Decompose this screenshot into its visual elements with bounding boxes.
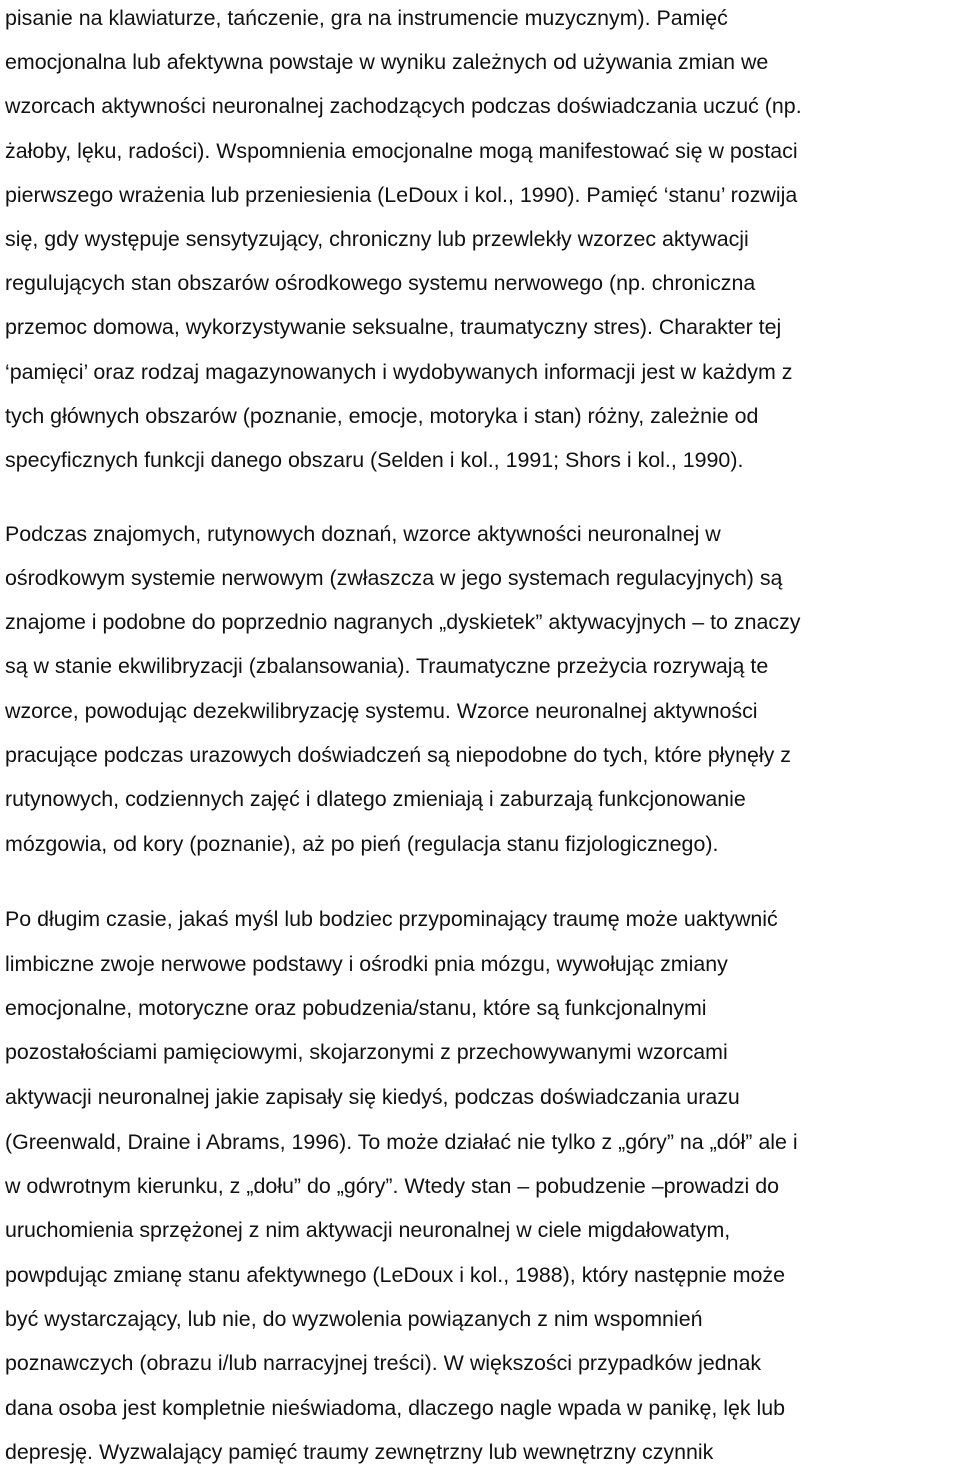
text-line: Podczas znajomych, rutynowych doznań, wzorce aktywności neuronalnej w xyxy=(5,522,721,546)
text-line: znajome i podobne do poprzednio nagranych „dyskietek” aktywacyjnych – to znaczy xyxy=(5,610,801,634)
text-line: pracujące podczas urazowych doświadczeń są niepodobne do tych, które płynęły z xyxy=(5,743,791,767)
text-line: pierwszego wrażenia lub przeniesienia (LeDoux i kol., 1990). Pamięć ‘stanu’ rozwija xyxy=(5,183,798,207)
text-line: (Greenwald, Draine i Abrams, 1996). To może działać nie tylko z „góry” na „dół” ale i xyxy=(5,1130,798,1154)
text-line: limbiczne zwoje nerwowe podstawy i ośrodki pnia mózgu, wywołując zmiany xyxy=(5,952,728,976)
text-line: są w stanie ekwilibryzacji (zbalansowania). Traumatyczne przeżycia rozrywają te xyxy=(5,654,769,678)
text-line: dana osoba jest kompletnie nieświadoma, dlaczego nagle wpada w panikę, lęk lub xyxy=(5,1396,786,1420)
text-line: wzorce, powodując dezekwilibryzację systemu. Wzorce neuronalnej aktywności xyxy=(5,699,758,723)
text-line: depresję. Wyzwalający pamięć traumy zewnętrzny lub wewnętrzny czynnik xyxy=(5,1440,714,1464)
text-line: żałoby, lęku, radości). Wspomnienia emocjonalne mogą manifestować się w postaci xyxy=(5,139,798,163)
text-line: uruchomienia sprzężonej z nim aktywacji neuronalnej w ciele migdałowatym, xyxy=(5,1218,731,1242)
text-line: pisanie na klawiaturze, tańczenie, gra na instrumencie muzycznym). Pamięć xyxy=(5,6,728,30)
text-line: tych głównych obszarów (poznanie, emocje, motoryka i stan) różny, zależnie od xyxy=(5,404,759,428)
text-line: się, gdy występuje sensytyzujący, chroniczny lub przewlekły wzorzec aktywacji xyxy=(5,227,749,251)
text-line: regulujących stan obszarów ośrodkowego systemu nerwowego (np. chroniczna xyxy=(5,271,756,295)
text-line: wzorcach aktywności neuronalnej zachodzących podczas doświadczania uczuć (np. xyxy=(5,94,802,118)
text-line: specyficznych funkcji danego obszaru (Selden i kol., 1991; Shors i kol., 1990). xyxy=(5,448,744,472)
text-line: aktywacji neuronalnej jakie zapisały się kiedyś, podczas doświadczania urazu xyxy=(5,1085,740,1109)
text-line: pozostałościami pamięciowymi, skojarzonymi z przechowywanymi wzorcami xyxy=(5,1040,728,1064)
text-line: emocjonalne, motoryczne oraz pobudzenia/stanu, które są funkcjonalnymi xyxy=(5,996,707,1020)
text-line: rutynowych, codziennych zajęć i dlatego zmieniają i zaburzają funkcjonowanie xyxy=(5,787,746,811)
text-line: powpdując zmianę stanu afektywnego (LeDoux i kol., 1988), który następnie może xyxy=(5,1263,786,1287)
text-line: ośrodkowym systemie nerwowym (zwłaszcza w jego systemach regulacyjnych) są xyxy=(5,566,783,590)
text-line: w odwrotnym kierunku, z „dołu” do „góry”. Wtedy stan – pobudzenie –prowadzi do xyxy=(5,1174,780,1198)
text-line: poznawczych (obrazu i/lub narracyjnej treści). W większości przypadków jednak xyxy=(5,1351,762,1375)
text-line: być wystarczający, lub nie, do wyzwolenia powiązanych z nim wspomnień xyxy=(5,1307,703,1331)
text-line: przemoc domowa, wykorzystywanie seksualne, traumatyczny stres). Charakter tej xyxy=(5,315,782,339)
text-line: mózgowia, od kory (poznanie), aż po pień (regulacja stanu fizjologicznego). xyxy=(5,832,719,856)
text-line: ‘pamięci’ oraz rodzaj magazynowanych i wydobywanych informacji jest w każdym z xyxy=(5,360,793,384)
text-line: Po długim czasie, jakaś myśl lub bodziec przypominający traumę może uaktywnić xyxy=(5,907,778,931)
text-line: emocjonalna lub afektywna powstaje w wyniku zależnych od używania zmian we xyxy=(5,50,769,74)
